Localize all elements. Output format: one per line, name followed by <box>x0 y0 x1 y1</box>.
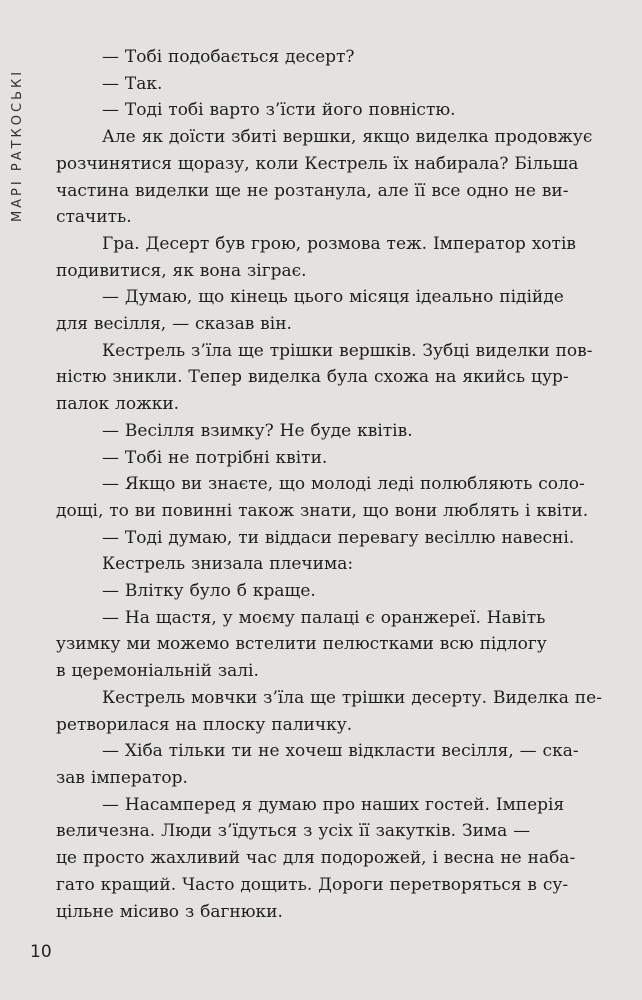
paragraph-6 <box>56 284 627 337</box>
text-line: гато кращий. Часто дощить. Дороги перетворяться в су- <box>56 874 569 895</box>
text-line: Кестрель мовчки з’їла ще трішки десерту. Виделка пе- <box>102 687 602 708</box>
text-line: — Тобі подобається десерт? <box>102 47 355 67</box>
paragraph-7 <box>56 338 627 418</box>
text-line: подивитися, як вона зіграє. <box>56 260 307 281</box>
text-line: цільне місиво з багнюки. <box>56 901 283 922</box>
text-line: — Хіба тільки ти не хочеш відкласти весілля, — ска- <box>102 741 579 762</box>
text-line: Але як доїсти збиті вершки, якщо виделка продовжує <box>102 127 593 148</box>
book-text <box>56 44 627 925</box>
text-line: стачить. <box>56 207 132 228</box>
paragraph-5 <box>56 231 627 284</box>
text-line: зав імператор. <box>56 767 188 788</box>
text-line: палок ложки. <box>56 394 180 415</box>
paragraph-8 <box>102 418 627 445</box>
text-line: — Весілля взимку? Не буде квітів. <box>102 420 413 441</box>
paragraph-15 <box>56 685 627 738</box>
text-line: ністю зникли. Тепер виделка була схожа на якийсь цур- <box>56 367 569 388</box>
text-line: ретворилася на плоску паличку. <box>56 714 353 735</box>
paragraph-17 <box>56 792 627 926</box>
paragraph-14 <box>56 605 627 685</box>
paragraph-1 <box>102 44 627 71</box>
text-line: — Тобі не потрібні квіти. <box>102 447 328 468</box>
paragraph-16 <box>56 738 627 791</box>
text-line: це просто жахливий час для подорожей, і весна не наба- <box>56 848 576 869</box>
text-line: частина виделки ще не розтанула, але її все одно не ви- <box>56 180 569 201</box>
text-line: — Влітку було б краще. <box>102 581 316 602</box>
text-line: Кестрель з’їла ще трішки вершків. Зубці виделки пов- <box>102 340 593 361</box>
text-line: величезна. Люди з’їдуться з усіх її закутків. Зима — <box>56 821 531 842</box>
text-line: в церемоніальній залі. <box>56 661 259 682</box>
paragraph-13 <box>102 578 627 605</box>
paragraph-4 <box>56 124 627 231</box>
text-line: — Насамперед я думаю про наших гостей. Імперія <box>102 794 565 815</box>
text-line: — Тоді тобі варто з’їсти його повністю. <box>102 100 456 121</box>
paragraph-2 <box>102 71 627 98</box>
text-line: Гра. Десерт був грою, розмова теж. Імператор хотів <box>102 233 576 254</box>
text-line: узимку ми можемо встелити пелюстками всю підлогу <box>56 634 547 655</box>
text-line: — Тоді думаю, ти віддаси перевагу весіллю навесні. <box>102 527 575 548</box>
text-line: для весілля, — сказав він. <box>56 314 292 335</box>
running-head-text: МАРІ РАТКОСЬКІ <box>10 68 26 222</box>
text-line: Кестрель знизала плечима: <box>102 554 354 575</box>
text-line: дощі, то ви повинні також знати, що вони люблять і квіти. <box>56 500 589 521</box>
text-line: — Думаю, що кінець цього місяця ідеально підійде <box>102 287 564 308</box>
text-line: — Так. <box>102 73 163 94</box>
page-number: 10 <box>30 942 52 962</box>
paragraph-12 <box>102 551 627 578</box>
paragraph-11 <box>102 525 627 552</box>
paragraph-3 <box>102 97 627 124</box>
text-line: розчинятися щоразу, коли Кестрель їх набирала? Більша <box>56 153 579 174</box>
text-line: — На щастя, у моєму палаці є оранжереї. Навіть <box>102 607 546 628</box>
text-line: — Якщо ви знаєте, що молоді леді полюбляють соло- <box>102 474 585 495</box>
running-head <box>6 50 30 240</box>
paragraph-9 <box>102 445 627 472</box>
paragraph-10 <box>56 471 627 524</box>
